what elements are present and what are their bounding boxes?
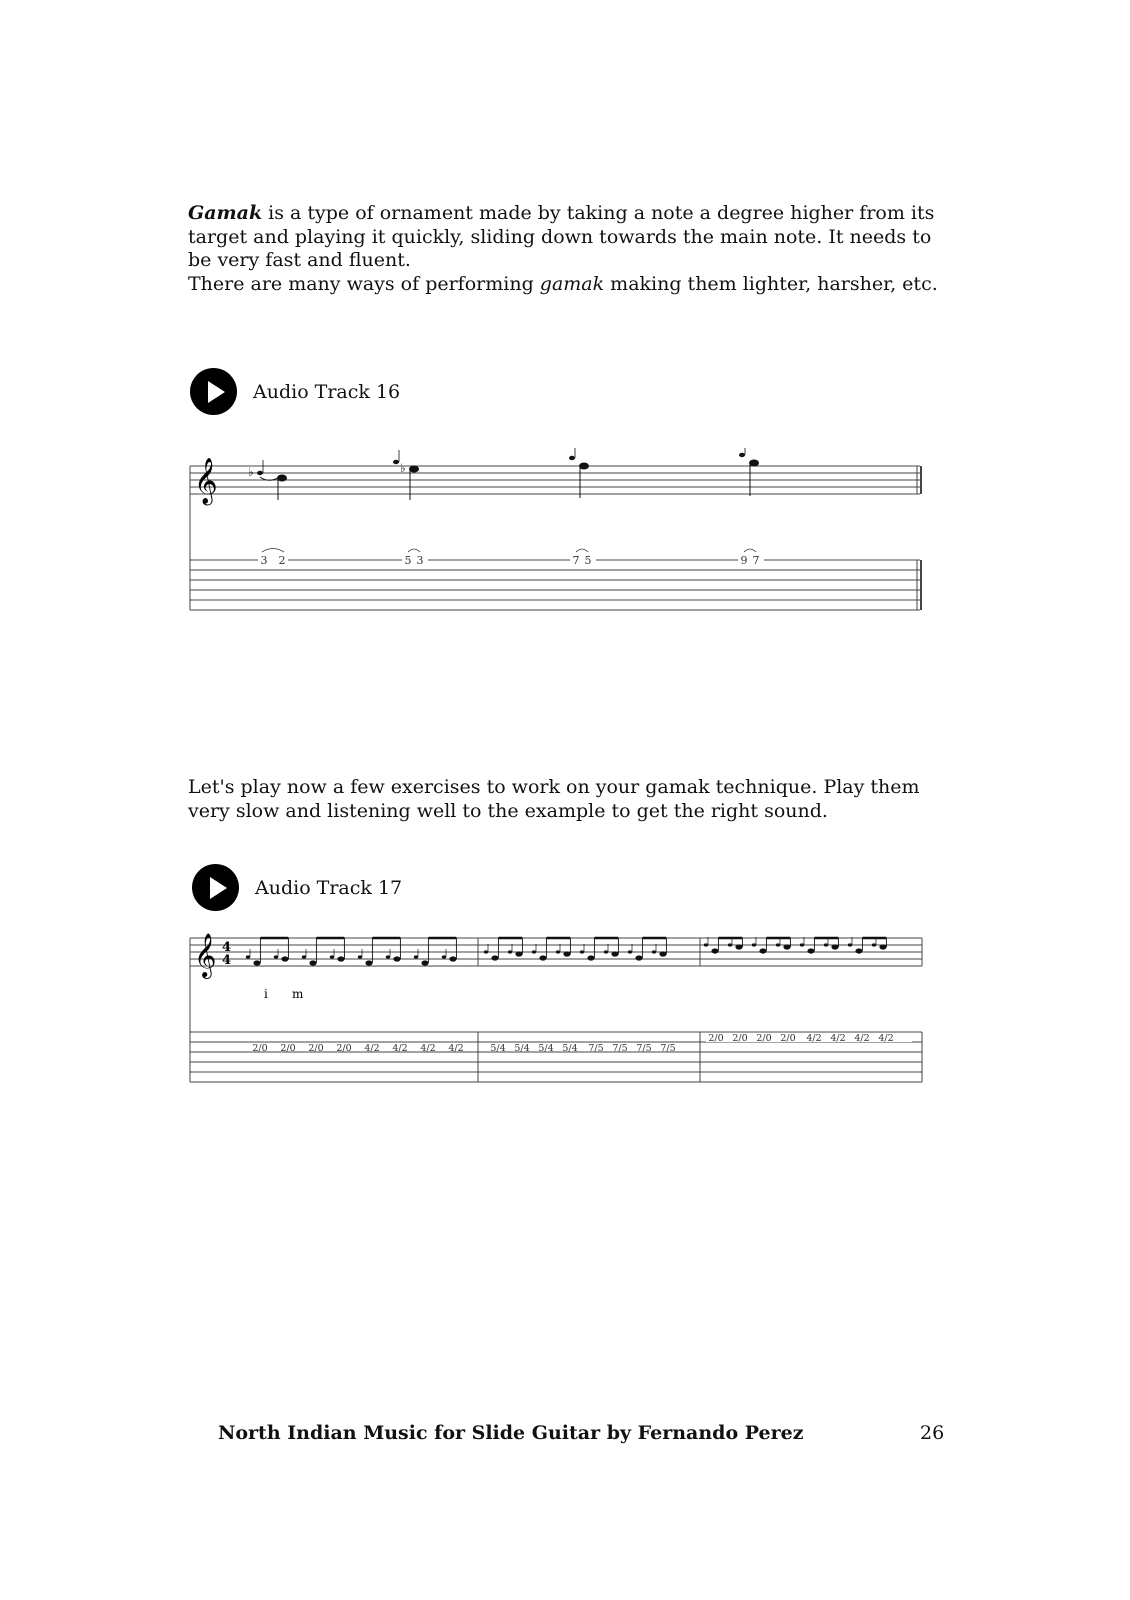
intro-line-2 [188, 273, 948, 297]
tab-number: 4/2 [364, 1043, 380, 1054]
exercise-notation [188, 932, 942, 1104]
play-icon[interactable] [190, 368, 237, 415]
tab-number: 5/4 [562, 1043, 578, 1054]
tab-number: 4/2 [830, 1033, 846, 1044]
play-icon[interactable] [192, 864, 239, 911]
tab-number: 2/0 [756, 1033, 772, 1044]
grace-note [604, 950, 608, 953]
note [831, 944, 838, 949]
tab-number: 5/4 [538, 1043, 554, 1054]
grace-note [442, 955, 446, 958]
term-gamak: Gamak [188, 202, 263, 224]
time-signature-bottom: 4 [222, 953, 232, 968]
tab-number: 7/5 [660, 1043, 676, 1054]
intro-text-2b: making them lighter, harsher, etc. [604, 272, 938, 295]
tab-number: 7/5 [612, 1043, 628, 1054]
grace-note [824, 943, 828, 946]
fingering-middle: m [292, 987, 304, 1001]
exercise-intro: Let's play now a few exercises to work on your gamak technique. Play them very slow and listening well to the example to get the right sound. [188, 776, 920, 822]
tab-number: 4/2 [392, 1043, 408, 1054]
tab-number: 2/0 [308, 1043, 324, 1054]
note [253, 960, 260, 965]
intro-text-2a: There are many ways of performing [188, 272, 540, 295]
tab-number: 2/0 [336, 1043, 352, 1054]
grace-note [330, 955, 334, 958]
tab-number: 5 [584, 554, 592, 567]
grace-note [848, 943, 852, 946]
grace-note [386, 955, 390, 958]
tab-number: 2/0 [732, 1033, 748, 1044]
tab-number: 3 [416, 554, 424, 567]
note [807, 948, 814, 953]
grace-note [704, 943, 708, 946]
note [735, 944, 742, 949]
tab-number: 4/2 [420, 1043, 436, 1054]
tab-number: 4/2 [806, 1033, 822, 1044]
note [309, 960, 316, 965]
note [783, 944, 790, 949]
note [855, 948, 862, 953]
grace-note [414, 955, 418, 958]
treble-clef-icon: 𝄞 [194, 458, 218, 504]
note [563, 951, 570, 956]
tab-number: 4/2 [448, 1043, 464, 1054]
grace-note [274, 955, 278, 958]
note [449, 956, 456, 961]
grace-note [484, 950, 488, 953]
tab-number: 4/2 [854, 1033, 870, 1044]
audio-track-17-label: Audio Track 17 [255, 876, 403, 899]
time-signature-top: 4 [222, 940, 232, 955]
gamak-example-notation [188, 448, 940, 618]
intro-text: is a type of ornament made by taking a note a degree higher from its target and playing it quickly, sliding down towards the main note. It needs to be very fast and fluent. [188, 202, 935, 271]
audio-track-16-button[interactable] [190, 368, 400, 415]
tab-number: 2/0 [708, 1033, 724, 1044]
intro-line-1 [188, 202, 948, 273]
tab-number: 5/4 [490, 1043, 506, 1054]
svg-text:♭: ♭ [248, 465, 254, 479]
tab-number: 7 [572, 554, 580, 567]
note [491, 955, 498, 960]
note [539, 955, 546, 960]
note [365, 960, 372, 965]
tab-number: 4/2 [878, 1033, 894, 1044]
tab-number: 5 [404, 554, 412, 567]
tab-number: 2/0 [252, 1043, 268, 1054]
term-gamak-italic: gamak [539, 272, 605, 295]
note [635, 955, 642, 960]
tab-number: 2/0 [280, 1043, 296, 1054]
grace-note [246, 955, 250, 958]
grace-note [302, 955, 306, 958]
note-group-4 [739, 448, 759, 496]
page-number: 26 [920, 1422, 945, 1444]
note [421, 960, 428, 965]
tab-number: 3 [260, 554, 268, 567]
note [337, 956, 344, 961]
audio-track-16-label: Audio Track 16 [253, 380, 401, 403]
grace-note [358, 955, 362, 958]
grace-note [532, 950, 536, 953]
grace-note [556, 950, 560, 953]
grace-note [800, 943, 804, 946]
grace-note [652, 950, 656, 953]
note [711, 948, 718, 953]
intro-paragraph [188, 202, 948, 296]
grace-note [872, 943, 876, 946]
note [515, 951, 522, 956]
note [611, 951, 618, 956]
note [659, 951, 666, 956]
tab-number: 7 [752, 554, 760, 567]
grace-note [628, 950, 632, 953]
fingering-index: i [264, 987, 268, 1001]
tab-number: 2/0 [780, 1033, 796, 1044]
treble-clef-icon: 𝄞 [194, 933, 217, 977]
grace-note [580, 950, 584, 953]
note [587, 955, 594, 960]
note [281, 956, 288, 961]
note-group-2 [393, 450, 419, 500]
tab-number: 2 [278, 554, 286, 567]
audio-track-17-button[interactable] [192, 864, 402, 911]
tab-number: 9 [740, 554, 748, 567]
grace-note [776, 943, 780, 946]
exercise-notes [246, 937, 887, 966]
note [759, 948, 766, 953]
grace-note [752, 943, 756, 946]
note [879, 944, 886, 949]
grace-note [728, 943, 732, 946]
footer-title: North Indian Music for Slide Guitar by Fernando Perez [218, 1422, 804, 1444]
tab-number: 7/5 [636, 1043, 652, 1054]
tab-number: 5/4 [514, 1043, 530, 1054]
grace-note [508, 950, 512, 953]
note [393, 956, 400, 961]
svg-text:♭: ♭ [400, 461, 406, 475]
tab-number: 7/5 [588, 1043, 604, 1054]
